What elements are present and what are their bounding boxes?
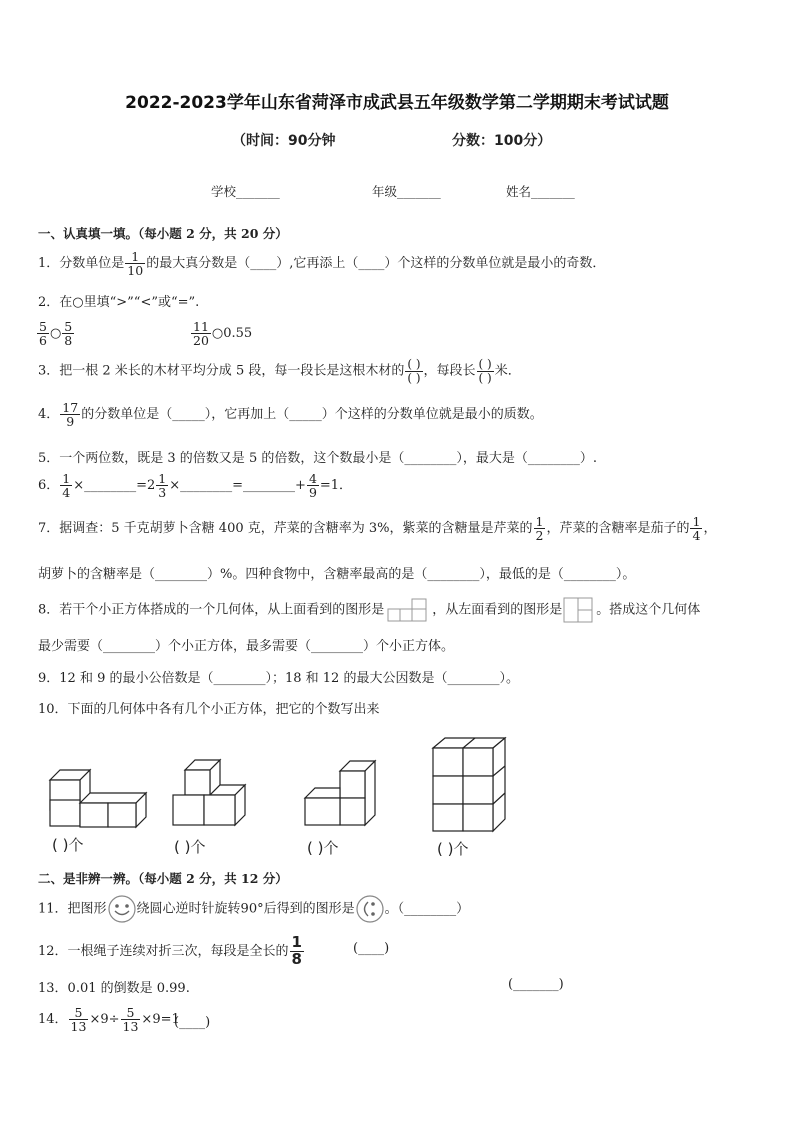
q2-compare-2: $\frac{11}{20}$ ○0.55 [193,319,253,349]
question-7: 7．据调查：5 千克胡萝卜含糖 400 克，芹菜的含糖率为 3%，紫菜的含糖量是芹菜的 $\frac{1}{2}$ ，芹菜的含糖率是茄子的 $\frac{1}{4}$ ， [38,514,717,544]
q1-text-a: 1．分数单位是 [38,256,125,272]
question-3: 3．把一根 2 米长的木材平均分成 5 段，每一段长是这根木材的 $\frac{( )}{( )}$ ，每段长 $\frac{( )}{( )}$ 米． [38,357,521,385]
question-13: 13．0.01 的倒数是 0.99. [38,981,190,996]
school-field[interactable]: 学校_______ [211,184,280,199]
cube-figure-4 [433,738,505,831]
question-8: 8．若干个小正方体搭成的一个几何体，从上面看到的图形是 ，从左面看到的图形是 。搭成这个几何体 [38,596,700,624]
q14-answer[interactable]: (____) [174,1015,211,1030]
cube-figure-2 [173,760,245,825]
q10-answer-3[interactable]: ( )个 [307,839,339,857]
page-title: 2022-2023学年山东省菏泽市成武县五年级数学第二学期期末考试试题 [125,93,669,113]
q10-answer-2[interactable]: ( )个 [174,838,206,856]
cube-figure-3 [305,761,375,825]
q10-answer-4[interactable]: ( )个 [437,840,469,858]
exam-score: 分数：100分） [452,133,552,149]
left-view-icon [562,596,596,624]
question-1 [38,250,605,277]
rotated-face-icon [355,894,385,924]
question-2: 2．在○里填“>”“<”或“=”. [38,295,200,310]
cube-figure-1 [50,770,146,827]
question-5: 5．一个两位数，既是 3 的倍数又是 5 的倍数，这个数最小是（________），最大是（________）. [38,451,597,466]
q3-answer-fraction-2[interactable]: $\frac{( )}{( )}$ [478,357,492,385]
question-10: 10．下面的几何体中各有几个小正方体，把它的个数写出来 [38,702,380,717]
q12-fraction: $\frac{1}{8}$ [291,933,302,968]
cube-figures [40,735,760,835]
q10-answer-1[interactable]: ( )个 [52,836,84,854]
question-8-line-2: 最少需要（________）个小正方体，最多需要（________）个小正方体。 [38,639,455,654]
question-4: 4． $\frac{17}{9}$ 的分数单位是（_____），它再加上（_____）个这样的分数单位就是最小的质数。 [38,400,543,430]
question-12: 12．一根绳子连续对折三次，每段是全长的 $\frac{1}{8}$ [38,933,302,968]
top-view-icon [384,597,432,623]
exam-time: （时间：90分钟 [232,133,336,149]
q3-answer-fraction-1[interactable]: $\frac{( )}{( )}$ [407,357,421,385]
q1-fraction: $\frac{1}{10}$ [127,249,144,279]
name-field[interactable]: 姓名_______ [506,184,575,199]
section-1-heading: 一、认真填一填。（每小题 2 分，共 20 分） [38,226,288,241]
question-9: 9．12 和 9 的最小公倍数是（________）；18 和 12 的最大公因数是（________）。 [38,671,519,686]
question-11: 11．把图形 绕圆心逆时针旋转90°后得到的图形是 。（________） [38,894,469,924]
q13-answer[interactable]: (_______) [508,977,564,992]
q2-compare-1: $\frac{5}{6}$ ○ $\frac{5}{8}$ [39,319,73,349]
question-6: 6． $\frac{1}{4}$ ×________=2 $\frac{1}{3}$ ×________=________+ $\frac{4}{9}$ =1． [38,471,353,501]
smiley-face-icon [107,894,137,924]
question-14: 14． $\frac{5}{13}$ ×9÷ $\frac{5}{13}$ ×9=1 [38,1005,180,1035]
grade-field[interactable]: 年级_______ [372,184,441,199]
q12-answer[interactable]: (____) [353,941,390,956]
question-7-line-2: 胡萝卜的含糖率是（________）%。四种食物中，含糖率最高的是（________），最低的是（________）。 [38,567,636,582]
section-2-heading: 二、是非辨一辨。（每小题 2 分，共 12 分） [38,871,288,886]
q1-text-b: 的最大真分数是（____）,它再添上（____）个这样的分数单位就是最小的奇数． [146,256,606,272]
